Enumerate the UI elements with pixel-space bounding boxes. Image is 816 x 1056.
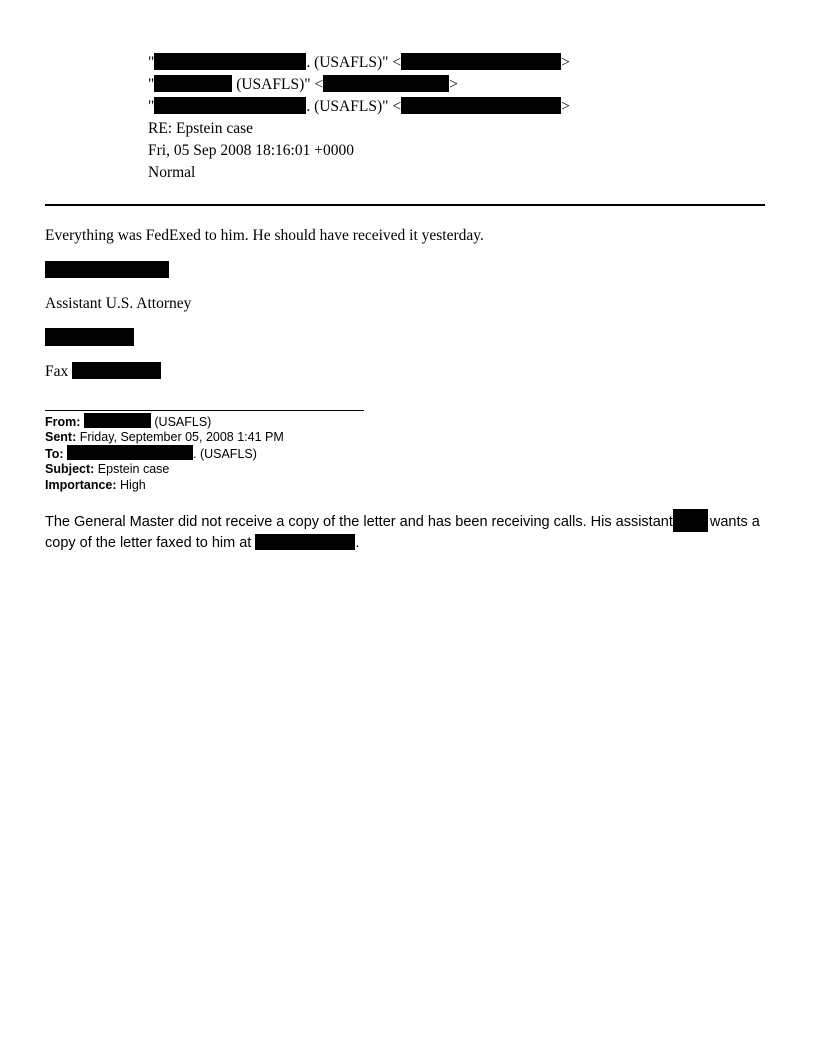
redaction-box: [154, 75, 232, 92]
signature-fax: [45, 362, 161, 381]
redaction-box: [323, 75, 449, 92]
redaction-box: [255, 534, 355, 550]
fwd-sent: Sent: Friday, September 05, 2008 1:41 PM: [45, 430, 284, 444]
redaction-box: [401, 97, 561, 114]
redaction-box: [401, 53, 561, 70]
signature-title: Assistant U.S. Attorney: [45, 295, 192, 312]
forwarded-separator: [45, 410, 364, 411]
reply-body: Everything was FedExed to him. He should have received it yesterday.: [45, 227, 484, 244]
redaction-box: [154, 97, 306, 114]
fwd-from: From: (USAFLS): [45, 415, 212, 429]
subject-value: RE: Epstein case: [148, 120, 254, 137]
redaction-box: [72, 362, 161, 379]
fwd-subject: Subject: Epstein case: [45, 462, 170, 476]
redaction-box: [45, 328, 134, 346]
redaction-box: [673, 509, 708, 532]
from-value: " . (USAFLS)" < >: [148, 54, 570, 71]
redaction-box: [84, 413, 151, 428]
redaction-box: [45, 261, 169, 278]
signature-name-redaction: [45, 261, 169, 280]
date-value: Fri, 05 Sep 2008 18:16:01 +0000: [148, 142, 354, 159]
to-value: " (USAFLS)" < >: [148, 76, 458, 93]
header-divider: [45, 204, 765, 206]
fax-label: Fax: [45, 363, 69, 380]
forwarded-body: The General Master did not receive a copy of the letter and has been receiving calls. His assistant wants a copy of the letter faxed to him at .: [45, 509, 775, 554]
fwd-importance: Importance: High: [45, 478, 146, 492]
fwd-to: To: . (USAFLS): [45, 447, 257, 461]
redaction-box: [67, 445, 193, 460]
importance-value: Normal: [148, 164, 196, 181]
redaction-box: [154, 53, 306, 70]
signature-phone-redaction: [45, 328, 134, 348]
bcc-value: " . (USAFLS)" < >: [148, 98, 570, 115]
